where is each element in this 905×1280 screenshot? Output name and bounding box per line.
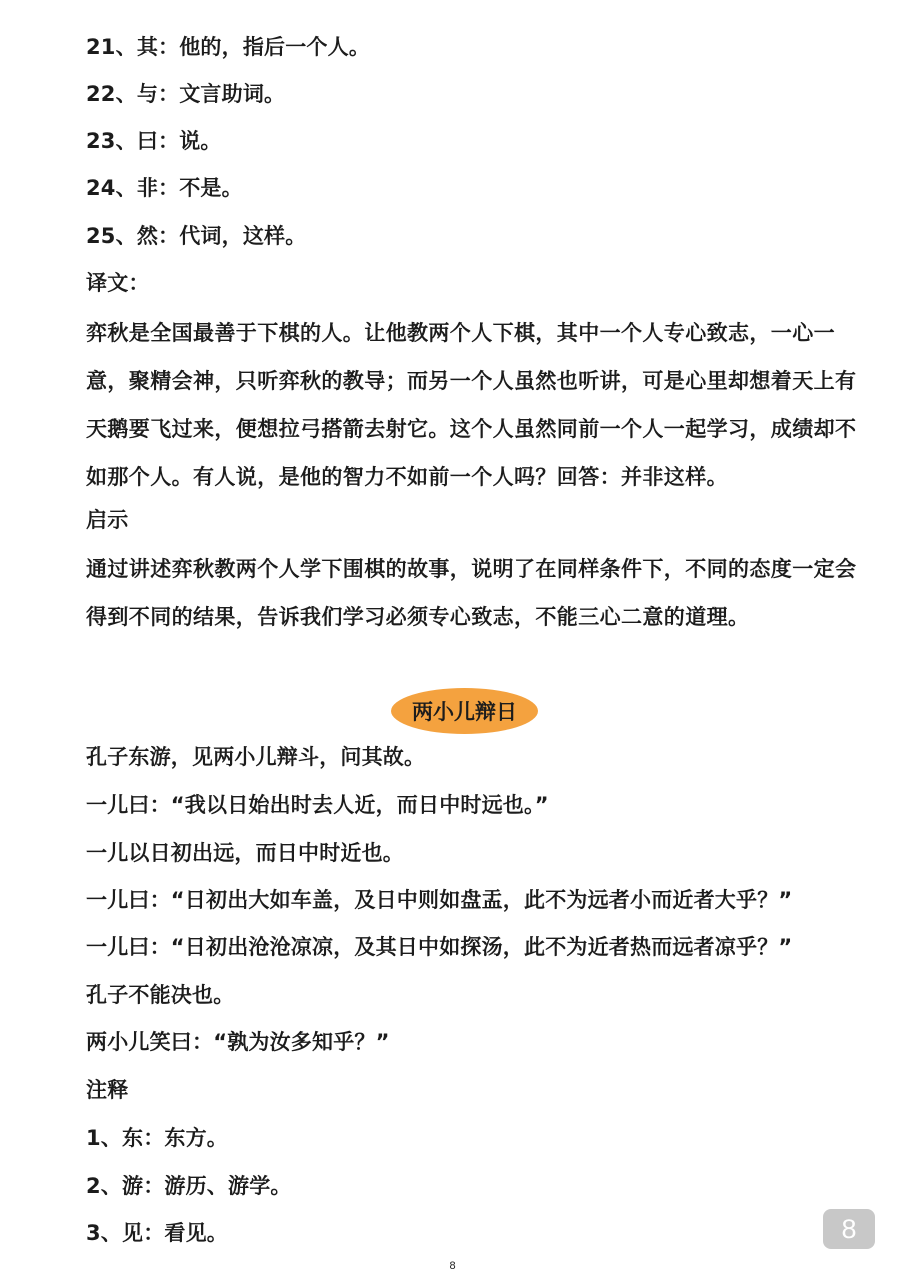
story-line: 两小儿笑曰：“孰为汝多知乎？” [86, 1030, 390, 1054]
insight-text: 通过讲述弈秋教两个人学下围棋的故事，说明了在同样条件下，不同的态度一定会得到不同的结果，告诉我们学习必须专心致志，不能三心二意的道理。 [86, 557, 857, 629]
section-title: 两小儿辩日 [412, 700, 517, 724]
page-badge [823, 1209, 875, 1249]
annotation-item: 3、见：看见。 [86, 1221, 229, 1245]
translation-heading: 译文： [86, 271, 150, 295]
annotation-item: 1、东：东方。 [86, 1126, 229, 1150]
story-line: 孔子不能决也。 [86, 983, 235, 1007]
story-line: 一儿曰：“我以日始出时去人近，而日中时远也。” [86, 793, 549, 817]
note-line: 24、非：不是。 [86, 176, 243, 200]
annotations-heading: 注释 [86, 1078, 129, 1102]
story-line: 一儿以日初出远，而日中时近也。 [86, 841, 404, 865]
page-badge-number: 8 [841, 1213, 857, 1244]
section-title-badge [391, 688, 538, 734]
page-number: 8 [449, 1260, 456, 1272]
insight-heading: 启示 [86, 508, 129, 532]
note-line: 21、其：他的，指后一个人。 [86, 35, 371, 59]
translation-text: 弈秋是全国最善于下棋的人。让他教两个人下棋，其中一个人专心致志，一心一意，聚精会神，只听弈秋的教导；而另一个人虽然也听讲，可是心里却想着天上有天鹅要飞过来，便想拉弓搭箭去射它。这个人虽然同前一个人一起学习，成绩却不如那个人。有人说，是他的智力不如前一个人吗？回答：并非这样。 [86, 321, 857, 489]
story-line: 一儿曰：“日初出沧沧凉凉，及其日中如探汤，此不为近者热而远者凉乎？” [86, 935, 793, 959]
note-line: 25、然：代词，这样。 [86, 224, 307, 248]
story-line: 孔子东游，见两小儿辩斗，问其故。 [86, 745, 426, 769]
note-line: 22、与：文言助词。 [86, 82, 286, 106]
note-line: 23、曰：说。 [86, 129, 222, 153]
annotation-item: 2、游：游历、游学。 [86, 1174, 292, 1198]
story-line: 一儿曰：“日初出大如车盖，及日中则如盘盂，此不为远者小而近者大乎？” [86, 888, 793, 912]
